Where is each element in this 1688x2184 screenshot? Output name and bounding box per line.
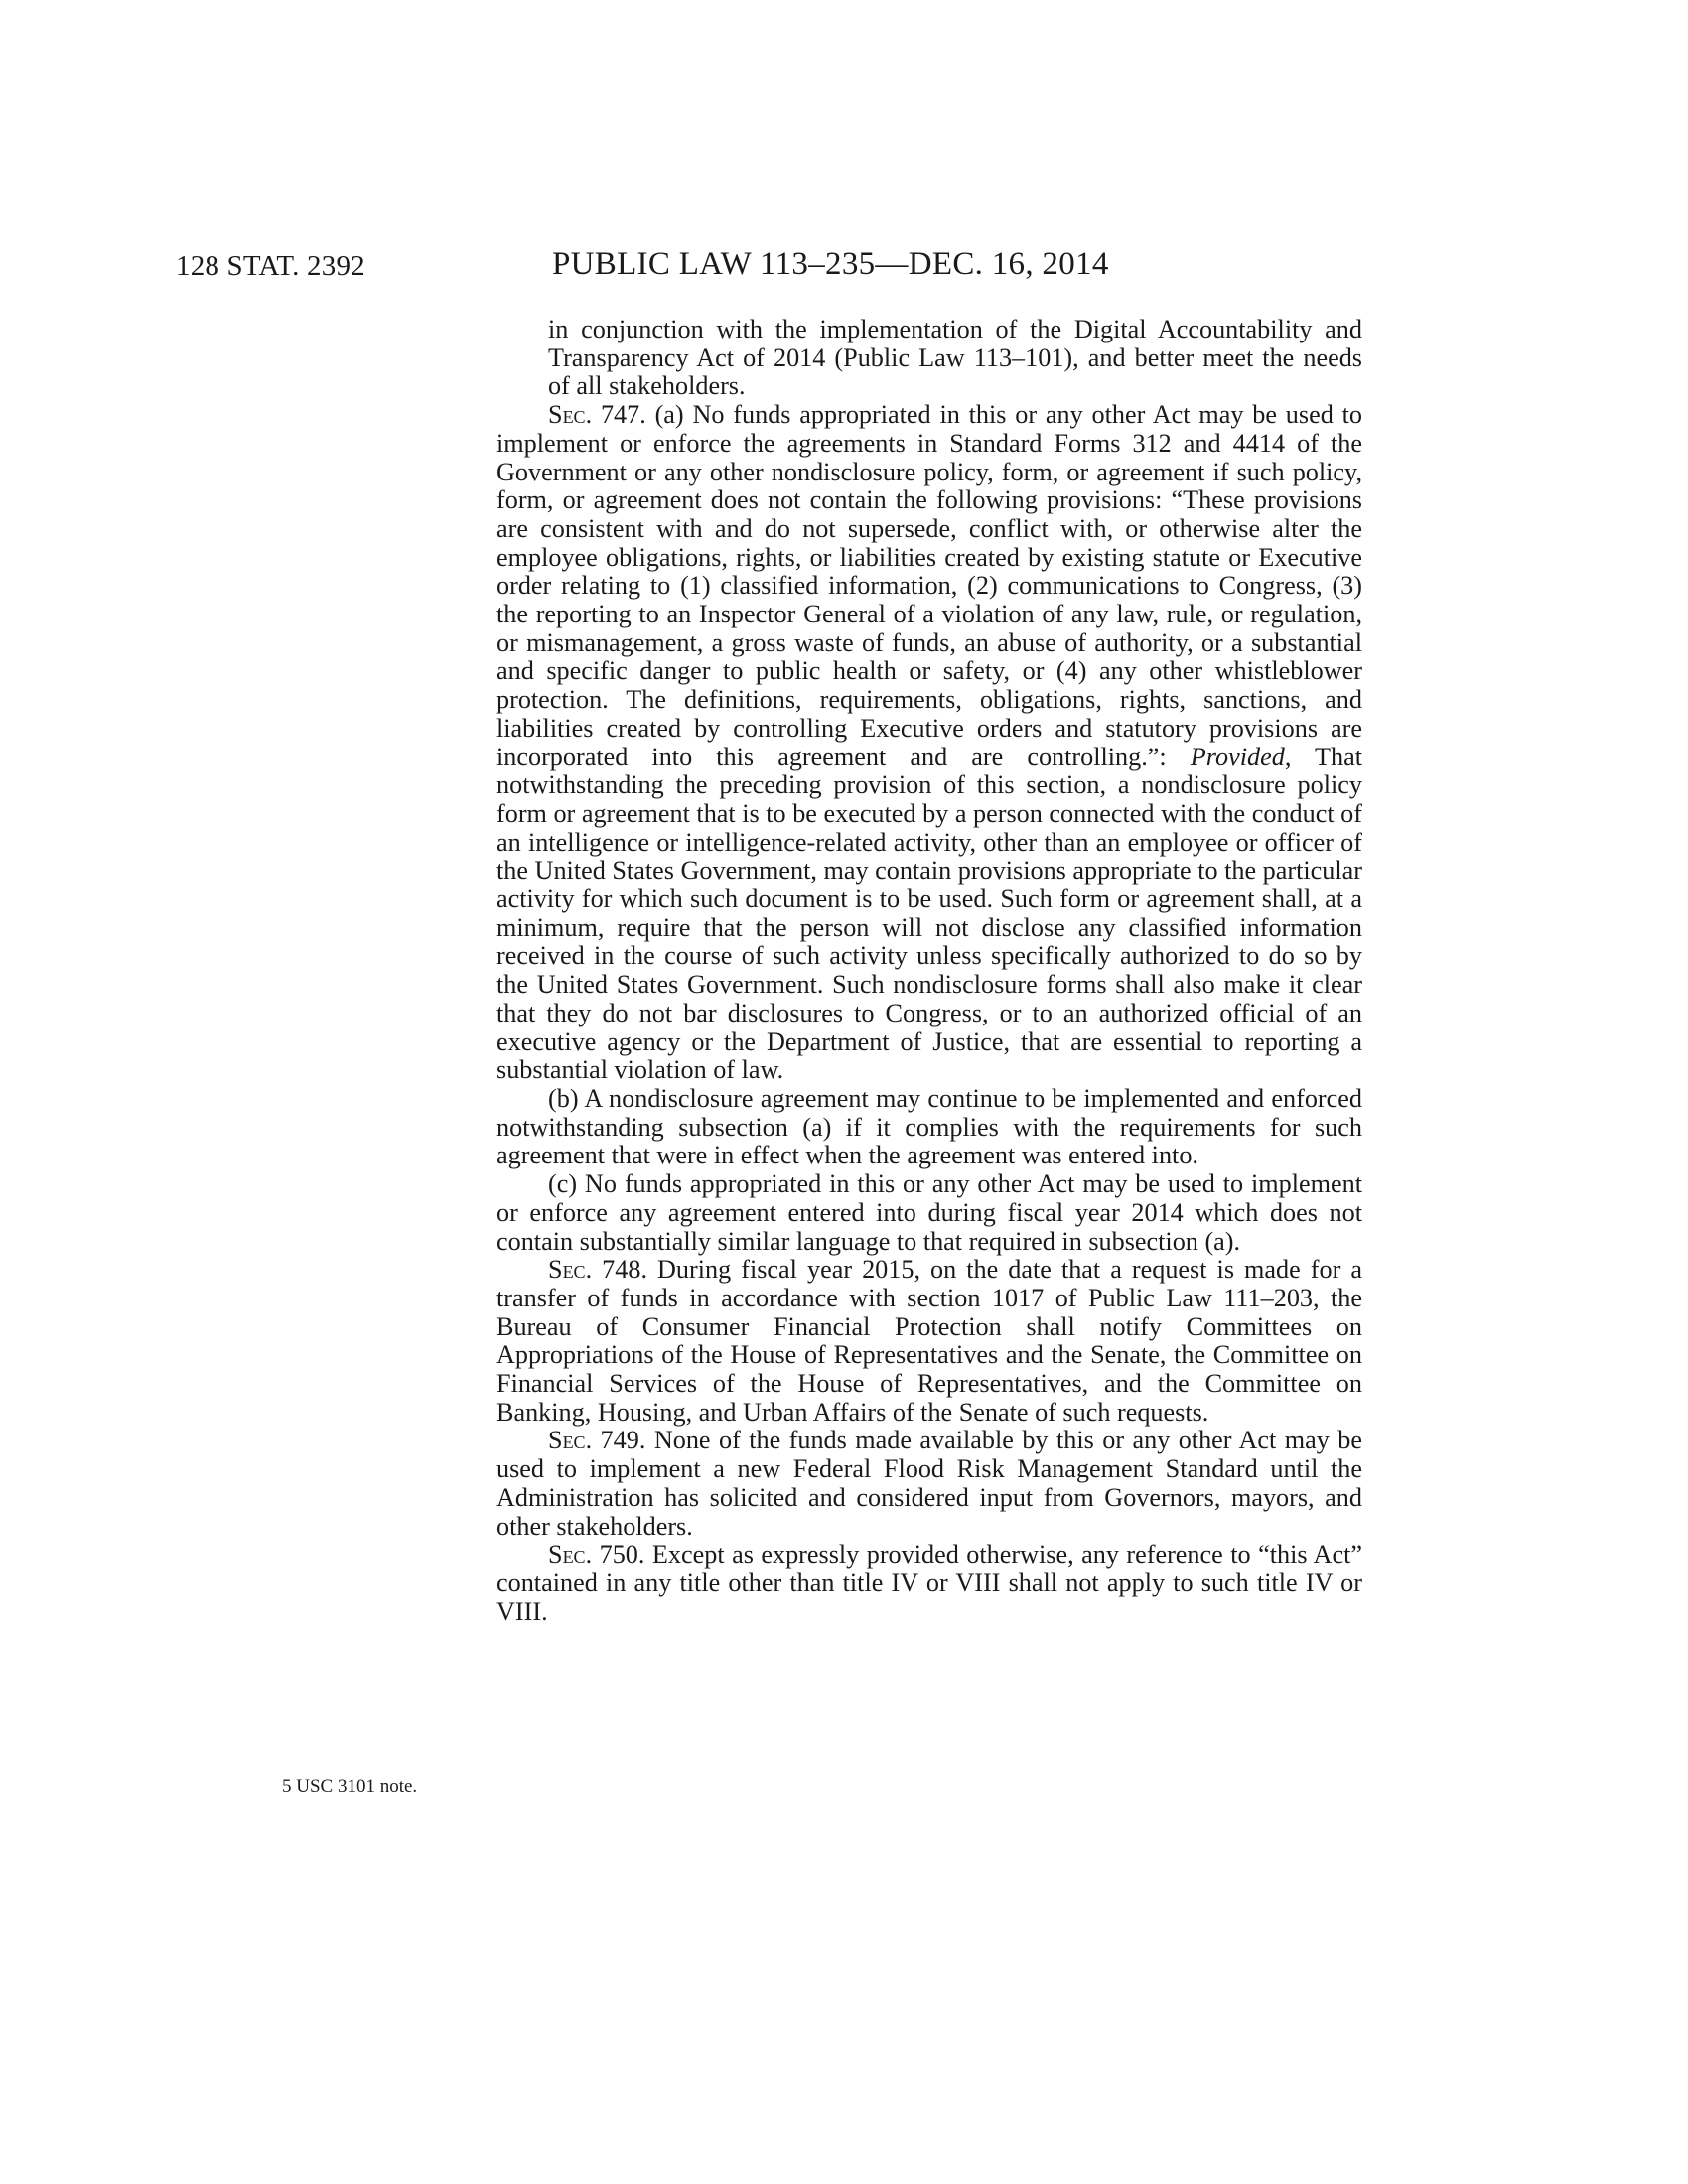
page-title: PUBLIC LAW 113–235—DEC. 16, 2014 bbox=[552, 246, 1109, 282]
document-body bbox=[496, 316, 1362, 1626]
section-label: Sec bbox=[548, 1255, 586, 1285]
section-747-head: . 747. (a) No funds appropriated in this or any other Act may be used to implement or enforce the agreements in Standard Forms 312 and 4414 of the Government or any other nondisclosure policy, form, or agreement if such policy, form, or agreement does not contain the following provisions: “These provisions are consistent with and do not supersede, conflict with, or otherwise alter the employee obligations, rights, or liabilities created by existing statute or Executive order relating to (1) classified information, (2) communications to Congress, (3) the reporting to an Inspector General of a violation of any law, rule, or regulation, or mismanagement, a gross waste of funds, an abuse of authority, or a substantial and specific danger to public health or safety, or (4) any other whistleblower protection. The definitions, requirements, obligations, rights, sanctions, and liabilities created by controlling Executive orders and statutory provisions are incorporated into this agreement and are controlling.”: bbox=[496, 400, 1362, 771]
section-748-text: . 748. During fiscal year 2015, on the date that a request is made for a transfer of funds in accordance with section 1017 of Public Law 111–203, the Bureau of Consumer Financial Protection shall notify Committees on Appropriations of the House of Representatives and the Senate, the Committee on Financial Services of the House of Representatives, and the Committee on Banking, Housing, and Urban Affairs of the Senate of such requests. bbox=[496, 1255, 1362, 1427]
section-747 bbox=[496, 401, 1362, 1085]
section-label: Sec bbox=[548, 1426, 586, 1455]
section-747-tail: , That notwithstanding the preceding provision of this section, a nondisclosure policy form or agreement that is to be executed by a person connected with the conduct of an intelligence or intelligence-related activity, other than an employee or officer of the United States Government, may contain provisions appropriate to the particular activity for which such document is to be used. Such form or agreement shall, at a minimum, require that the person will not disclose any classified information received in the course of such activity unless specifically authorized to do so by the United States Government. Such nondisclosure forms shall also make it clear that they do not bar disclosures to Congress, or to an authorized official of an executive agency or the Department of Justice, that are essential to reporting a substantial violation of law. bbox=[496, 742, 1362, 1085]
subsection-c: (c) No funds appropriated in this or any other Act may be used to implement or enforce any agreement entered into during fiscal year 2014 which does not contain substantially similar language to that required in subsection (a). bbox=[496, 1169, 1362, 1256]
section-750 bbox=[496, 1541, 1362, 1626]
paragraph-continuation: in conjunction with the implementation of the Digital Accountability and Transparency Act of 2014 (Public Law 113–101), and better meet the needs of all stakeholders. bbox=[548, 315, 1362, 401]
section-750-text: . 750. Except as expressly provided otherwise, any reference to “this Act” contained in any title other than title IV or VIII shall not apply to such title IV or VIII. bbox=[496, 1540, 1362, 1626]
section-749 bbox=[496, 1427, 1362, 1541]
subsection-b: (b) A nondisclosure agreement may continue to be implemented and enforced notwithstanding subsection (a) if it complies with the requirements for such agreement that were in effect when the agreement was entered into. bbox=[496, 1083, 1362, 1170]
section-label: Sec bbox=[548, 400, 586, 430]
section-748 bbox=[496, 1256, 1362, 1427]
section-749-text: . 749. None of the funds made available by this or any other Act may be used to implement a new Federal Flood Risk Management Standard until the Administration has solicited and considered input from Governors, mayors, and other stakeholders. bbox=[496, 1426, 1362, 1541]
provided-proviso: Provided bbox=[1190, 742, 1285, 771]
stat-page-reference: 128 STAT. 2392 bbox=[176, 250, 365, 282]
section-label: Sec bbox=[548, 1540, 586, 1570]
usc-margin-note: 5 USC 3101 note. bbox=[282, 1776, 418, 1797]
